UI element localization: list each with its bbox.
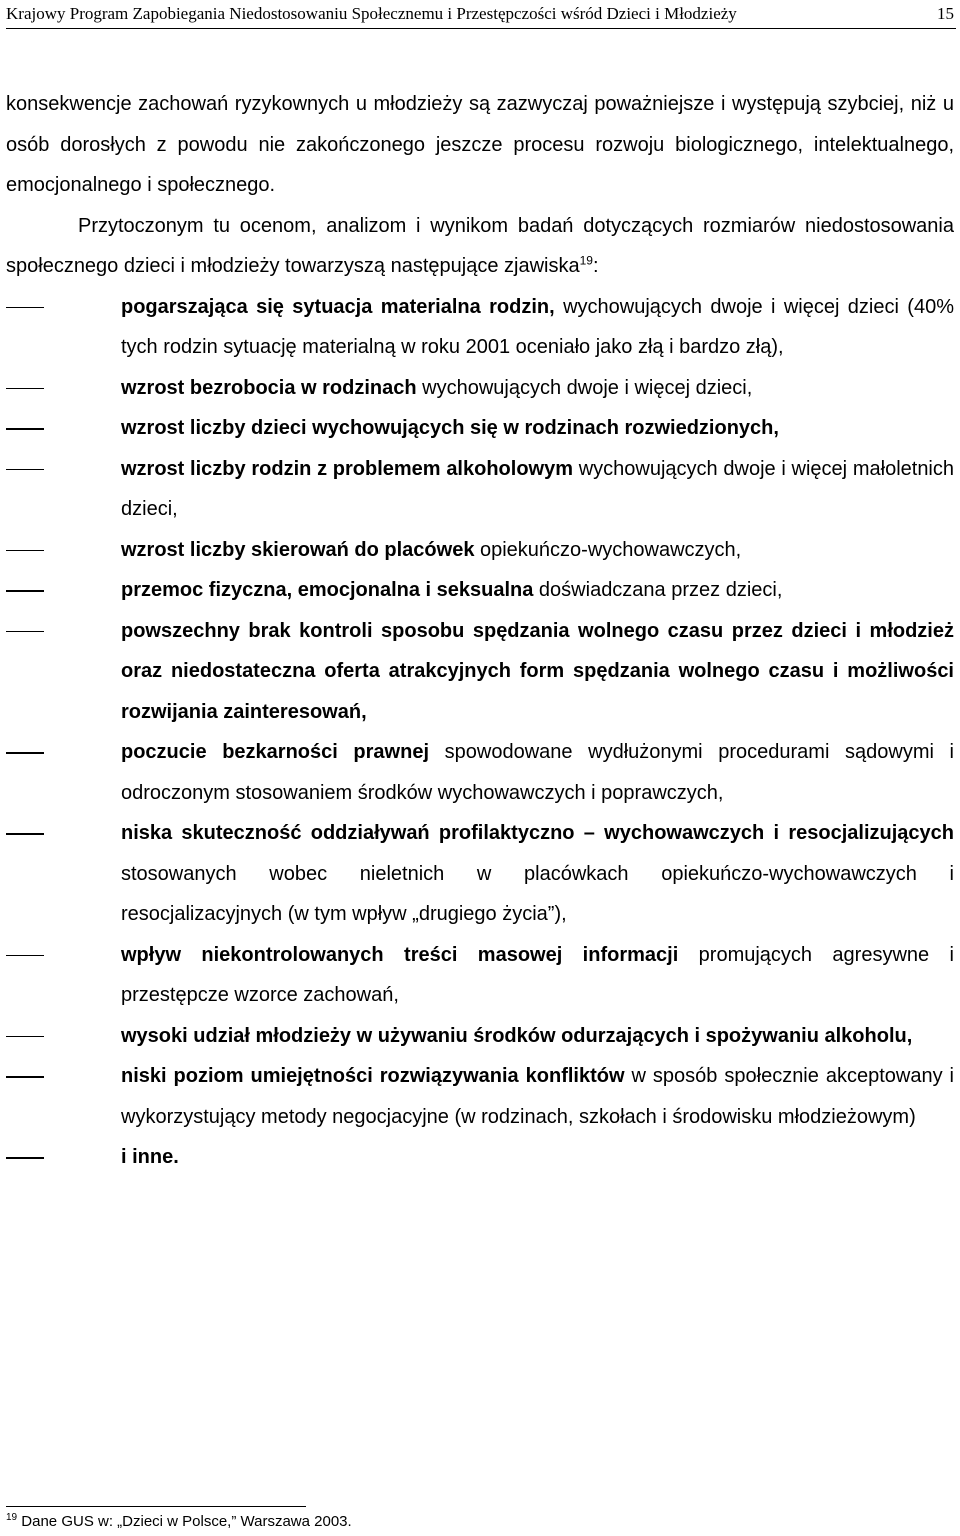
- footnote: [6, 1512, 946, 1532]
- lead-text: Przytoczonym tu ocenom, analizom i wynikom badań dotyczących rozmiarów niedostosowania społecznego dzieci i młodzieży towarzyszą następujące zjawiska: [6, 214, 954, 277]
- list-item: [6, 1137, 954, 1178]
- footnote-rule: [6, 1506, 306, 1507]
- item-rest: spowodowane wydłużonymi procedurami sądowymi i odroczonym stosowaniem środków wychowawczych i poprawczych,: [121, 741, 954, 804]
- list-item: [6, 368, 954, 409]
- header-rule: [6, 28, 956, 29]
- lead-suffix: :: [592, 255, 599, 277]
- item-rest: stosowanych wobec nieletnich w placówkach opiekuńczo-wychowawczych i resocjalizacyjnych (w tym wpływ „drugiego życia”),: [121, 862, 954, 925]
- list-item: [6, 611, 954, 733]
- item-rest: opiekuńczo-wychowawczych,: [474, 538, 742, 561]
- item-bold: powszechny brak kontroli sposobu spędzania wolnego czasu przez dzieci i młodzież oraz niedostateczna oferta atrakcyjnych form spędzania wolnego czasu i możliwości rozwijania zainteresowań,: [121, 619, 954, 723]
- body-text: [6, 84, 954, 1178]
- item-bold: wzrost liczby dzieci wychowujących się w rodzinach rozwiedzionych,: [121, 417, 779, 439]
- item-bold: wzrost liczby rodzin z problemem alkoholowym: [121, 457, 574, 480]
- item-bold: wpływ niekontrolowanych treści masowej informacji: [121, 943, 679, 966]
- footnote-ref[interactable]: 19: [579, 253, 593, 268]
- item-bold: poczucie bezkarności prawnej: [121, 741, 430, 763]
- item-bold: wzrost bezrobocia w rodzinach: [121, 376, 417, 399]
- item-bold: niska skuteczność oddziaływań profilaktyczno – wychowawczych i resocjalizujących: [121, 822, 954, 844]
- phenomena-list: [6, 287, 954, 1178]
- item-rest: w sposób społecznie akceptowany i wykorzystujący metody negocjacyjne (w rodzinach, szkołach i środowisku młodzieżowym): [121, 1065, 954, 1128]
- item-bold: przemoc fizyczna, emocjonalna i seksualna: [121, 579, 534, 601]
- item-rest: promujących agresywne i przestępcze wzorce zachowań,: [121, 943, 954, 1006]
- footnote-number: 19: [6, 1512, 18, 1523]
- page-number: 15: [937, 4, 954, 23]
- footnote-text: Dane GUS w: „Dzieci w Polsce,” Warszawa 2003.: [17, 1513, 352, 1530]
- header-title: Krajowy Program Zapobiegania Niedostosowaniu Społecznemu i Przestępczości wśród Dzieci i Młodzieży: [6, 4, 737, 23]
- list-item: [6, 732, 954, 813]
- item-rest: wychowujących dwoje i więcej małoletnich dzieci,: [121, 457, 955, 520]
- list-item: [6, 287, 954, 368]
- list-item: [6, 1056, 954, 1137]
- list-item: [6, 1016, 954, 1057]
- list-item: [6, 813, 954, 935]
- list-item: [6, 408, 954, 449]
- item-rest: wychowujących dwoje i więcej dzieci,: [416, 376, 753, 399]
- item-bold: niski poziom umiejętności rozwiązywania konfliktów: [121, 1065, 625, 1087]
- item-rest: doświadczana przez dzieci,: [533, 579, 783, 601]
- running-header: [6, 0, 954, 28]
- intro-paragraph: konsekwencje zachowań ryzykownych u młodzieży są zazwyczaj poważniejsze i występują szybciej, niż u osób dorosłych z powodu nie zakończonego jeszcze procesu rozwoju biologicznego, intelektualnego, emocjonalnego i społecznego.: [6, 93, 954, 196]
- item-bold: i inne.: [121, 1146, 179, 1168]
- item-rest: wychowujących dwoje i więcej dzieci (40% tych rodzin sytuację materialną w roku 2001 oceniało jako złą i bardzo złą),: [121, 295, 954, 358]
- lead-paragraph: [6, 206, 954, 287]
- list-item: [6, 449, 954, 530]
- list-item: [6, 570, 954, 611]
- item-bold: wysoki udział młodzieży w używaniu środków odurzających i spożywaniu alkoholu,: [121, 1024, 913, 1047]
- item-bold: pogarszająca się sytuacja materialna rodzin,: [121, 295, 555, 318]
- list-item: [6, 530, 954, 571]
- list-item: [6, 935, 954, 1016]
- item-bold: wzrost liczby skierowań do placówek: [121, 538, 475, 561]
